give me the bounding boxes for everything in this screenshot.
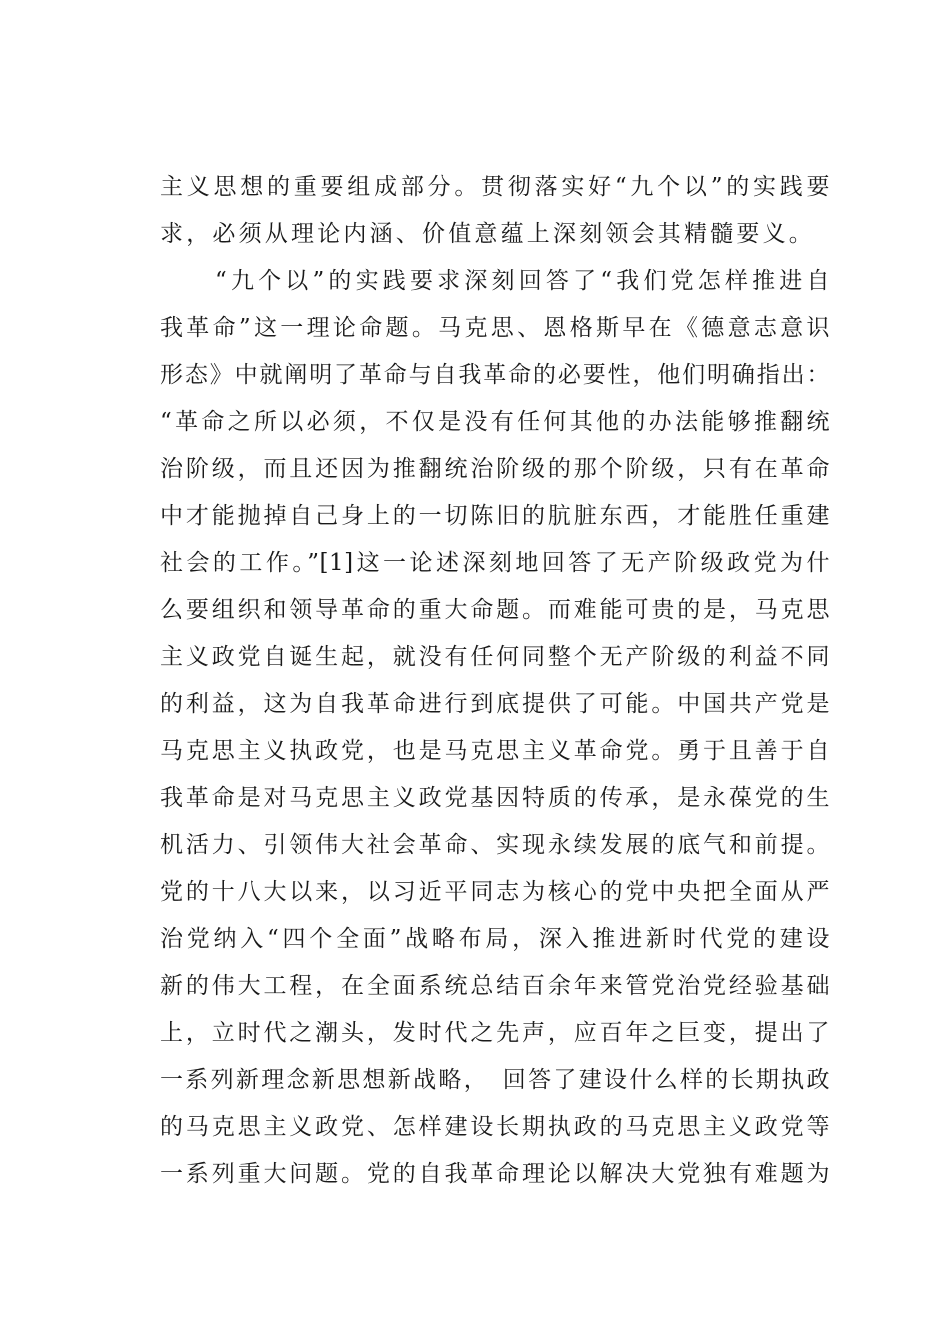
text-line: 新的伟大工程，在全面系统总结百余年来管党治党经验基础 bbox=[160, 973, 830, 999]
text-line: 么要组织和领导革命的重大命题。而难能可贵的是，马克思 bbox=[160, 597, 830, 623]
text-line: “革命之所以必须，不仅是没有任何其他的办法能够推翻统 bbox=[160, 409, 830, 435]
text-line: “九个以”的实践要求深刻回答了“我们党怎样推进自 bbox=[215, 268, 830, 294]
text-line: 我革命是对马克思主义政党基因特质的传承，是永葆党的生 bbox=[160, 785, 830, 811]
text-line: 我革命”这一理论命题。马克思、恩格斯早在《德意志意识 bbox=[160, 315, 830, 341]
text-line: 治阶级，而且还因为推翻统治阶级的那个阶级，只有在革命 bbox=[160, 456, 830, 482]
text-line: 求，必须从理论内涵、价值意蕴上深刻领会其精髓要义。 bbox=[160, 221, 815, 247]
text-line: 的马克思主义政党、怎样建设长期执政的马克思主义政党等 bbox=[160, 1114, 830, 1140]
text-line: 机活力、引领伟大社会革命、实现永续发展的底气和前提。 bbox=[160, 832, 830, 858]
text-line: 一系列新理念新思想新战略， 回答了建设什么样的长期执政 bbox=[160, 1067, 830, 1093]
text-line: 治党纳入“四个全面”战略布局，深入推进新时代党的建设 bbox=[160, 926, 830, 952]
text-line: 党的十八大以来，以习近平同志为核心的党中央把全面从严 bbox=[160, 879, 830, 905]
text-line: 主义思想的重要组成部分。贯彻落实好“九个以”的实践要 bbox=[160, 174, 830, 200]
text-line: 一系列重大问题。党的自我革命理论以解决大党独有难题为 bbox=[160, 1161, 830, 1187]
text-line: 中才能抛掉自己身上的一切陈旧的肮脏东西，才能胜任重建 bbox=[160, 503, 830, 529]
text-line: 马克思主义执政党，也是马克思主义革命党。勇于且善于自 bbox=[160, 738, 830, 764]
text-line: 形态》中就阐明了革命与自我革命的必要性，他们明确指出： bbox=[160, 362, 830, 388]
text-line: 社会的工作。”[1]这一论述深刻地回答了无产阶级政党为什 bbox=[160, 550, 830, 576]
text-line: 的利益，这为自我革命进行到底提供了可能。中国共产党是 bbox=[160, 691, 830, 717]
text-line: 主义政党自诞生起，就没有任何同整个无产阶级的利益不同 bbox=[160, 644, 830, 670]
text-line: 上，立时代之潮头，发时代之先声，应百年之巨变，提出了 bbox=[160, 1020, 830, 1046]
body-text bbox=[160, 164, 830, 1198]
